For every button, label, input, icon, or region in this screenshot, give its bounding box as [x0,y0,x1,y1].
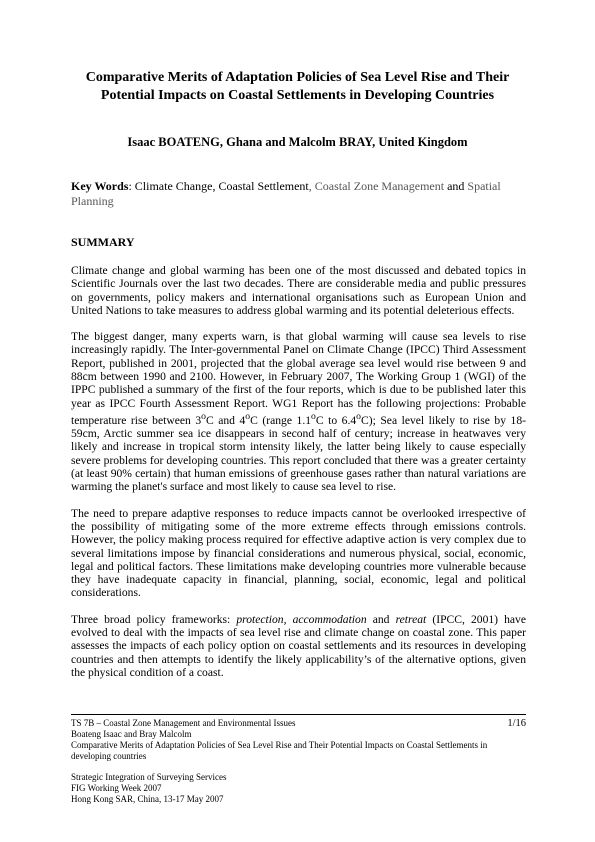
footer-session-row [71,718,526,729]
keyword-1: Climate Change, Coastal Settlement [134,179,309,193]
degree-sup-1: o [201,410,206,422]
p2-text-d: C to 6.4 [315,413,357,427]
keyword-3: Spatial Planning [71,179,501,208]
keyword-comma: , [308,179,315,193]
footer-page-number: 1/16 [507,718,526,729]
footer-paper-title: Comparative Merits of Adaptation Policies of Sea Level Rise and Their Potential Impacts on Coastal Settlements in developing countries [71,740,488,761]
footer-session: TS 7B – Coastal Zone Management and Environmental Issues [71,718,296,728]
p2-text-a: The biggest danger, many experts warn, is that global warming will cause sea levels to rise increasingly rapidly. The Inter-governmental Panel on Climate Change (IPCC) Third Assessment Report, published in 2001, projected that the global average sea level would rise between 9 and 88cm between 1990 and 2100. However, in February 2007, The Working Group 1 (WGI) of the IPPC published a summary of the first of the four reports, which is due to be published later this year as IPCC Fourth Assessment Report. WG1 Report has the following projections: Probable temperature rise between 3 [71,330,526,427]
p4-text-a: Three broad policy frameworks: [71,612,237,626]
footer-event-title: Strategic Integration of Surveying Services [71,772,227,782]
p2-text-b: C and 4 [205,413,246,427]
degree-sup-2: o [245,410,251,422]
keyword-2: Coastal Zone Management [314,179,445,193]
p4-text-b: (IPCC, 2001) have evolved to deal with the impacts of sea level rise and climate change on coastal zone. This paper assesses the impacts of each policy option on coastal settlements and its resources in developing countries and then attempts to identify the likely applicability’s of the alternative options, given the physical condition of a coast. [71,612,526,679]
summary-paragraph-3: The need to prepare adaptive responses to reduce impacts cannot be overlooked irrespective of the possibility of mitigating some of the more extreme effects through emissions controls. However, the policy making process required for effective adaptive action is very complex due to several limitations impose by financial considerations and numerous physical, social, economic, legal and political factors. These limitations make developing countries more vulnerable because they have inadequate capacity in financial, planning, social, economic, legal and political considerations. [71,506,526,600]
summary-paragraph-1: Climate change and global warming has been one of the most discussed and debated topics in Scientific Journals over the last two decades. There are considerable media and public pressures on governments, policy makers and international organisations such as European Union and United Nations to take measures to address global warming and its potential deleterious effects. [71,264,526,317]
footer-authors: Boateng Isaac and Bray Malcolm [71,729,192,739]
paper-authors: Isaac BOATENG, Ghana and Malcolm BRAY, United Kingdom [127,135,468,149]
keywords-line [71,179,526,209]
footer-spacer [71,762,526,772]
p4-italic-retreat: retreat [395,612,427,626]
p4-italic-protection: protection, accommodation [236,612,367,626]
keywords-separator: : [128,179,135,193]
page-footer [71,714,526,805]
degree-sup-4: o [356,410,361,422]
summary-paragraph-4 [71,613,526,679]
p4-text-and: and [366,612,396,626]
keyword-and: and [444,179,468,193]
summary-paragraph-2 [71,330,526,493]
degree-sup-3: o [311,410,316,422]
footer-event-place: Hong Kong SAR, China, 13-17 May 2007 [71,794,224,804]
keywords-label: Key Words [71,179,129,193]
p2-text-e: C); Sea level likely to rise by 18-59cm, Arctic summer sea ice disappears in second half of century; increase in heatwaves very likely and increase in tropical storm intensity likely, the latter being likely to cause especially severe problems for developing countries. This report concluded that there was a greater certainty (at least 90% certain) that human emissions of greenhouse gases rather than natural variations are warming the planet's surface and most likely to cause sea level to rise. [71,413,527,494]
footer-event-name: FIG Working Week 2007 [71,783,162,793]
p2-text-c: C (range 1.1 [250,413,312,427]
paper-title: Comparative Merits of Adaptation Policies of Sea Level Rise and Their Potential Impacts on Coastal Settlements in Developing Countries [85,70,510,103]
summary-body [71,264,526,692]
summary-heading: SUMMARY [71,235,135,249]
